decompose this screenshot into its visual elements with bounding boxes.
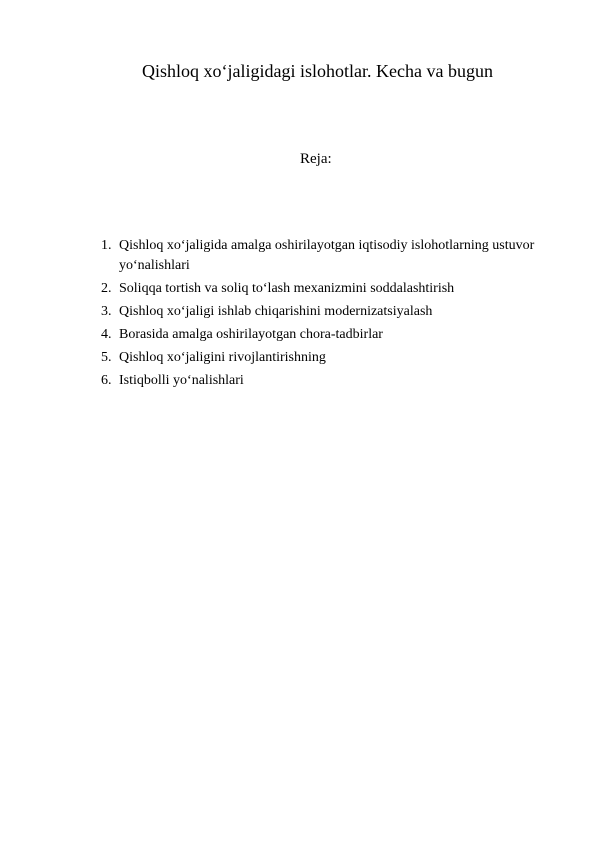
plan-item-number: 3.	[101, 304, 112, 319]
plan-item-number: 2.	[101, 281, 112, 296]
plan-item-text: Borasida amalga oshirilayotgan chora-tadbirlar	[119, 327, 383, 342]
plan-list	[101, 236, 561, 394]
plan-item	[101, 348, 561, 368]
plan-item	[101, 279, 561, 299]
plan-item-text: Qishloq xo‘jaligi ishlab chiqarishini modernizatsiyalash	[119, 304, 433, 319]
plan-item-text: Soliqqa tortish va soliq to‘lash mexanizmini soddalashtirish	[119, 281, 455, 296]
plan-item	[101, 325, 561, 345]
plan-item-text: Qishloq xo‘jaligida amalga oshirilayotgan iqtisodiy islohotlarning ustuvor yo‘nalishlari	[119, 238, 535, 273]
plan-item	[101, 302, 561, 322]
plan-item-number: 5.	[101, 350, 112, 365]
plan-item-number: 4.	[101, 327, 112, 342]
plan-item-text: Istiqbolli yo‘nalishlari	[119, 373, 244, 388]
plan-heading: Reja:	[300, 151, 332, 167]
plan-item	[101, 371, 561, 391]
plan-item	[101, 236, 561, 276]
plan-item-number: 6.	[101, 373, 112, 388]
plan-item-text: Qishloq xo‘jaligini rivojlantirishning	[119, 350, 326, 365]
plan-item-number: 1.	[101, 238, 112, 253]
document-title: Qishloq xo‘jaligidagi islohotlar. Kecha va bugun	[142, 61, 493, 81]
